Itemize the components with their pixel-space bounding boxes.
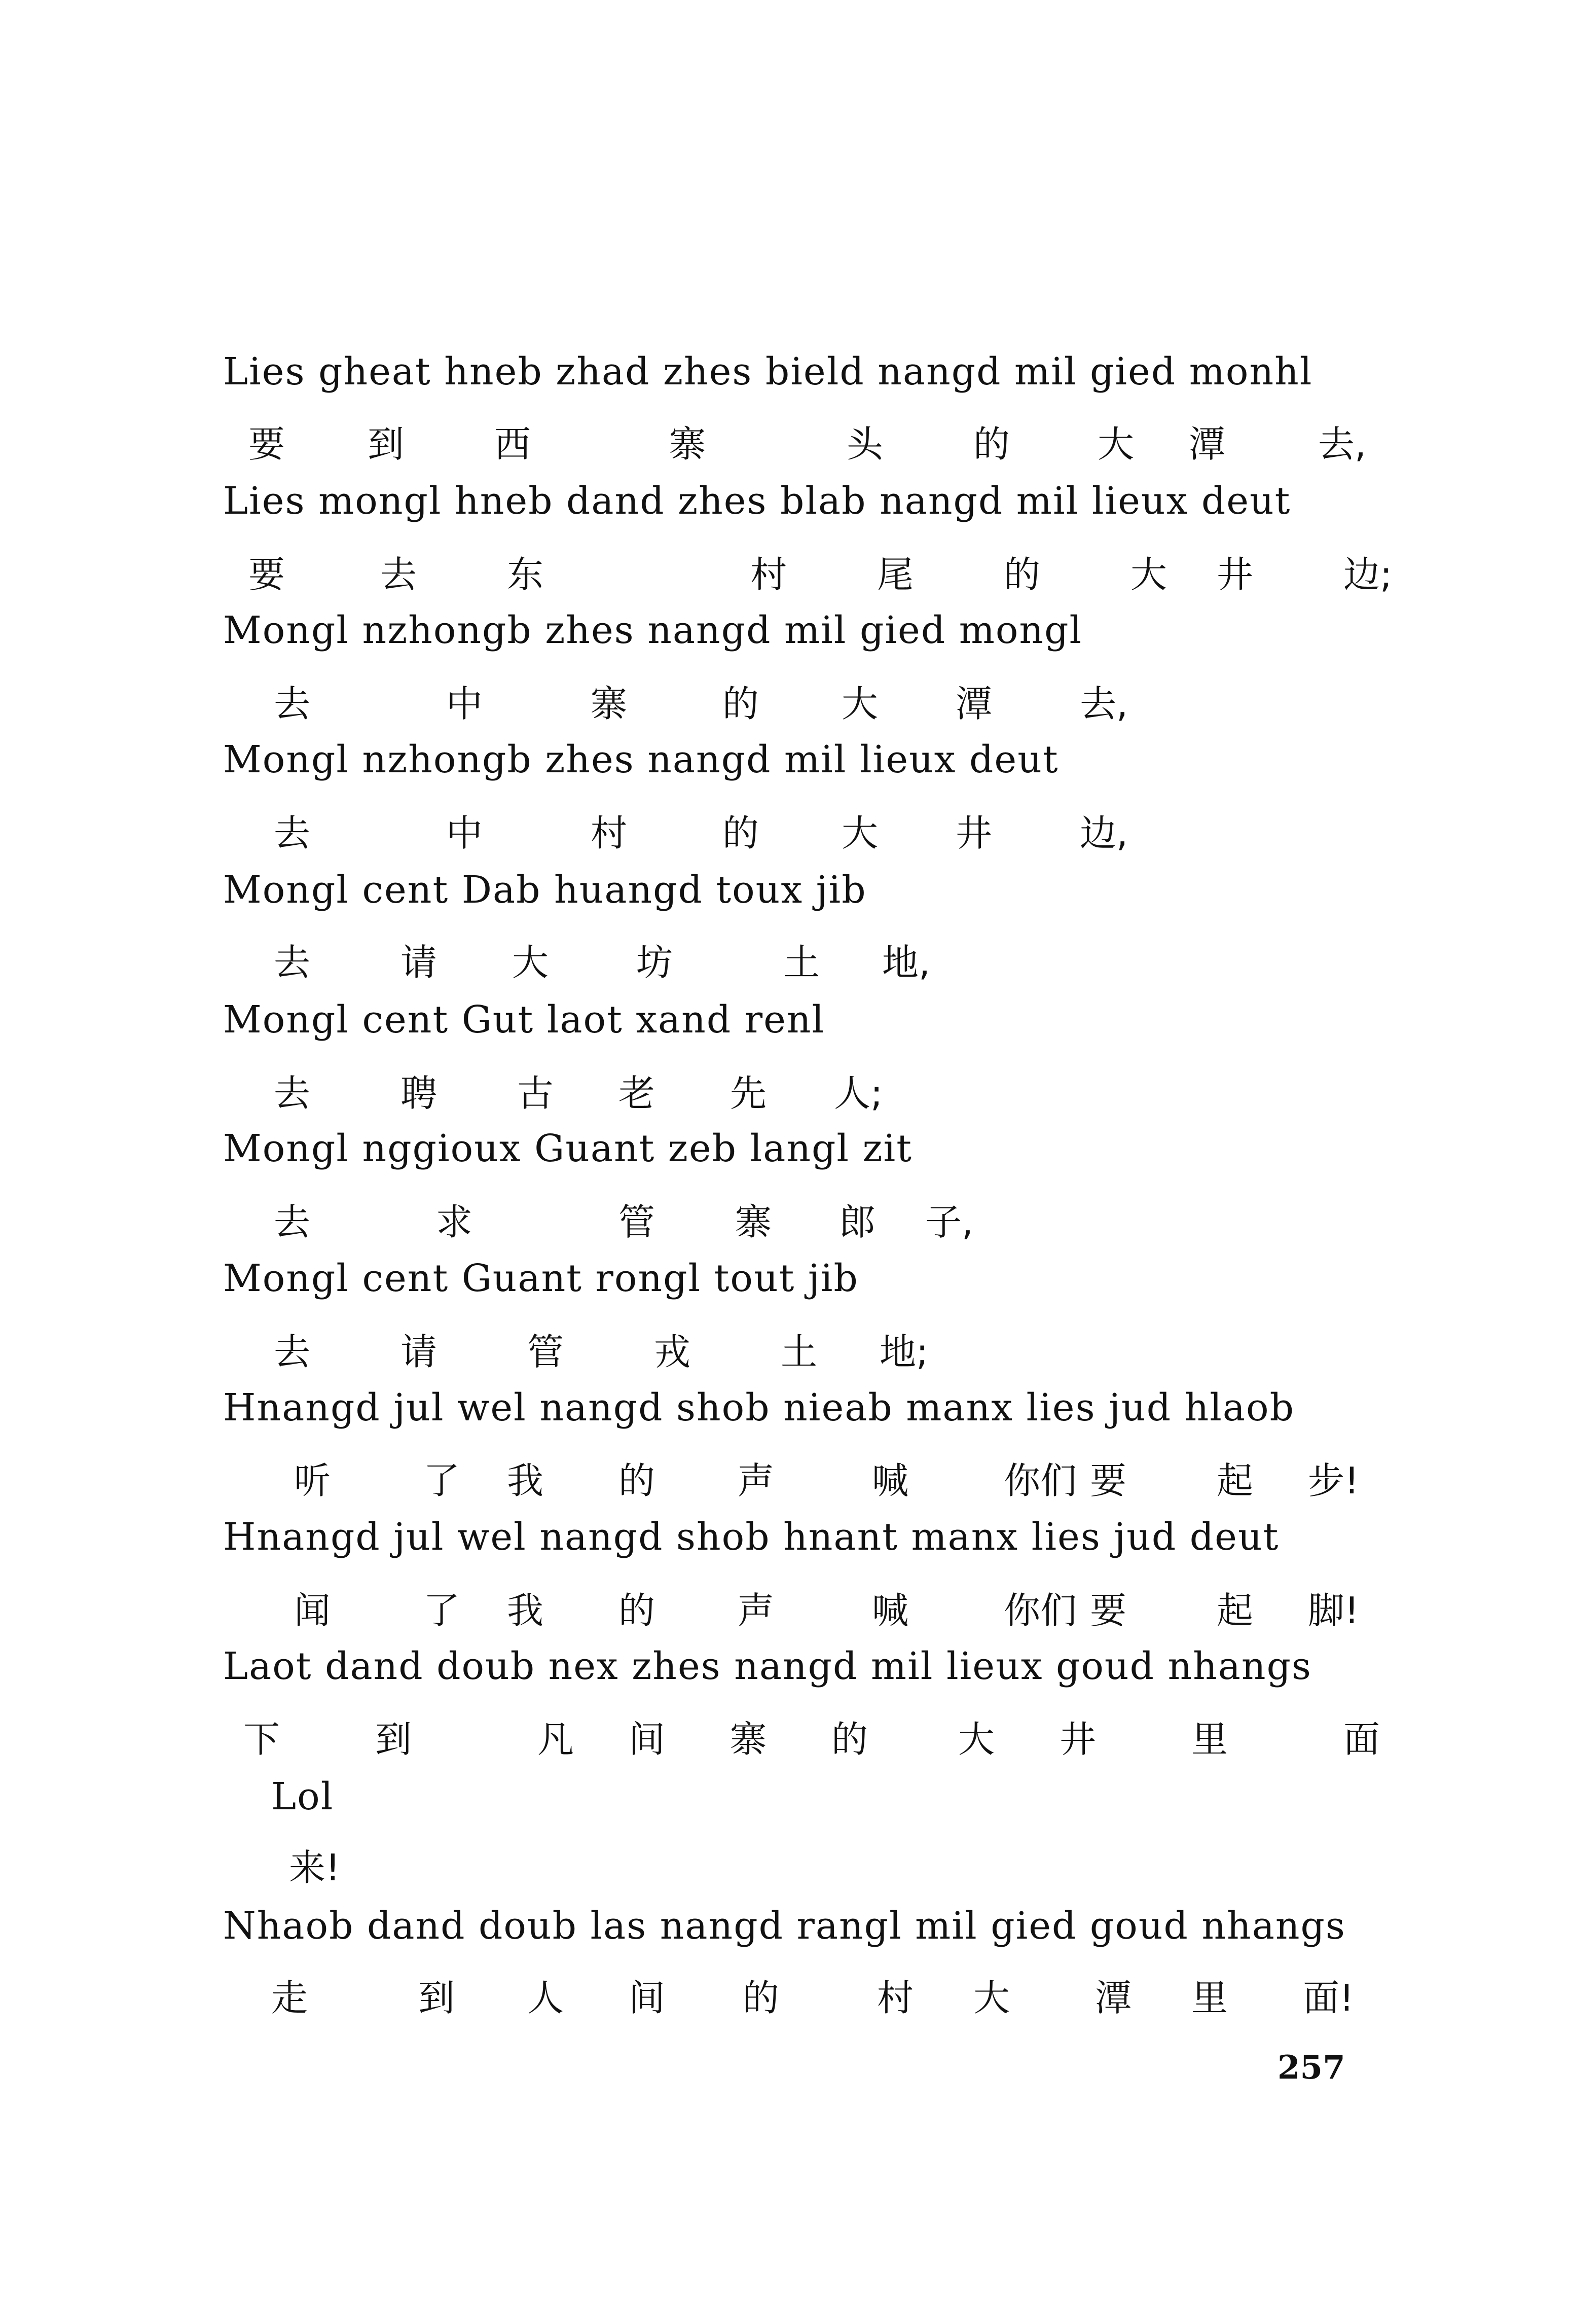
gloss-word: 了 — [423, 1589, 460, 1632]
gloss-word: 中 — [446, 812, 483, 854]
gloss-word: 的 — [1004, 553, 1041, 596]
gloss-word: 我 — [507, 1589, 544, 1632]
gloss-word: 大 — [973, 1977, 1010, 2019]
gloss-word: 的 — [618, 1459, 655, 1502]
gloss-word: 了 — [423, 1459, 460, 1502]
miao-line: Lies mongl hneb dand zhes blab nangd mil lieux deut — [223, 479, 1291, 523]
gloss-word: 中 — [446, 683, 483, 725]
gloss-word: 喊 — [872, 1459, 909, 1502]
gloss-word: 人; — [834, 1072, 883, 1115]
gloss-word: 起 — [1217, 1459, 1254, 1502]
gloss-word: 去, — [1318, 423, 1366, 466]
gloss-word: 人 — [527, 1977, 564, 2019]
gloss-word: 步! — [1308, 1459, 1359, 1502]
gloss-word: 到 — [375, 1718, 412, 1761]
gloss-word: 的 — [618, 1589, 655, 1632]
gloss-word: 去, — [1080, 683, 1128, 725]
gloss-word: 要 — [1090, 1589, 1127, 1632]
gloss-word: 井 — [956, 812, 993, 854]
gloss-word: 间 — [629, 1977, 666, 2019]
page-number: 257 — [1278, 2049, 1345, 2087]
miao-line: Mongl cent Dab huangd toux jib — [223, 868, 867, 912]
gloss-word: 要 — [248, 553, 285, 596]
gloss-word: 声 — [738, 1459, 775, 1502]
gloss-word: 大 — [512, 941, 549, 984]
gloss-word: 坊 — [636, 941, 673, 984]
miao-line: Mongl nggioux Guant zeb langl zit — [223, 1127, 913, 1170]
gloss-word: 村 — [750, 553, 787, 596]
gloss-word: 脚! — [1308, 1589, 1359, 1632]
gloss-word: 喊 — [872, 1589, 909, 1632]
miao-line: Lies gheat hneb zhad zhes bield nangd mil gied monhl — [223, 350, 1313, 394]
gloss-word: 去 — [274, 1072, 311, 1115]
miao-line: Hnangd jul wel nangd shob hnant manx lies jud deut — [223, 1515, 1280, 1559]
gloss-word: 的 — [722, 812, 759, 854]
gloss-word: 井 — [1217, 553, 1254, 596]
gloss-word: 老 — [618, 1072, 655, 1115]
gloss-word: 大 — [1098, 423, 1135, 466]
gloss-word: 先 — [730, 1072, 767, 1115]
gloss-word: 井 — [1060, 1718, 1097, 1761]
gloss-word: 边; — [1343, 553, 1393, 596]
gloss-word: 间 — [629, 1718, 666, 1761]
gloss-word: 郎 — [839, 1201, 876, 1243]
gloss-word: 里 — [1191, 1977, 1228, 2019]
gloss-word: 大 — [1130, 553, 1167, 596]
miao-line: Mongl cent Guant rongl tout jib — [223, 1257, 859, 1300]
gloss-word: 你们 — [1004, 1459, 1077, 1502]
gloss-word: 寨 — [730, 1718, 767, 1761]
gloss-word: 的 — [722, 683, 759, 725]
gloss-word: 要 — [248, 423, 285, 466]
gloss-word: 东 — [507, 553, 544, 596]
miao-line: Mongl nzhongb zhes nangd mil gied mongl — [223, 609, 1083, 652]
gloss-word: 声 — [738, 1589, 775, 1632]
gloss-word: 听 — [294, 1459, 331, 1502]
miao-line: Hnangd jul wel nangd shob nieab manx lies jud hlaob — [223, 1386, 1295, 1429]
gloss-word: 戎 — [654, 1331, 691, 1373]
gloss-word: 面 — [1343, 1718, 1380, 1761]
gloss-word: 面! — [1303, 1977, 1354, 2019]
gloss-word: 请 — [400, 1331, 437, 1373]
gloss-word: 土 — [783, 941, 820, 984]
gloss-word: 地; — [880, 1331, 929, 1373]
gloss-word: 的 — [973, 423, 1010, 466]
gloss-word: 请 — [400, 941, 437, 984]
gloss-word: 大 — [842, 812, 879, 854]
gloss-word: 子, — [925, 1201, 973, 1243]
gloss-word: 寨 — [735, 1201, 772, 1243]
gloss-word: 大 — [842, 683, 879, 725]
gloss-word: 西 — [494, 423, 531, 466]
gloss-word: 潭 — [1095, 1977, 1132, 2019]
miao-line: Nhaob dand doub las nangd rangl mil gied goud nhangs — [223, 1904, 1346, 1948]
gloss-word: 我 — [507, 1459, 544, 1502]
gloss-word: 边, — [1080, 812, 1128, 854]
gloss-word: 来! — [289, 1846, 340, 1889]
gloss-word: 到 — [418, 1977, 455, 2019]
gloss-word: 头 — [847, 423, 884, 466]
gloss-word: 去 — [274, 812, 311, 854]
gloss-word: 土 — [781, 1331, 818, 1373]
gloss-word: 寨 — [669, 423, 706, 466]
gloss-word: 去 — [274, 1331, 311, 1373]
gloss-word: 管 — [618, 1201, 655, 1243]
gloss-word: 求 — [436, 1201, 473, 1243]
gloss-word: 大 — [958, 1718, 995, 1761]
gloss-word: 尾 — [877, 553, 914, 596]
gloss-word: 的 — [743, 1977, 780, 2019]
gloss-word: 凡 — [537, 1718, 574, 1761]
miao-line: Lol — [271, 1775, 334, 1818]
gloss-word: 村 — [877, 1977, 914, 2019]
gloss-word: 聘 — [400, 1072, 437, 1115]
miao-line: Mongl cent Gut laot xand renl — [223, 998, 825, 1042]
gloss-word: 要 — [1090, 1459, 1127, 1502]
gloss-word: 下 — [243, 1718, 280, 1761]
gloss-word: 去 — [274, 1201, 311, 1243]
miao-line: Mongl nzhongb zhes nangd mil lieux deut — [223, 738, 1059, 781]
gloss-word: 起 — [1217, 1589, 1254, 1632]
gloss-word: 闻 — [294, 1589, 331, 1632]
gloss-word: 去 — [274, 941, 311, 984]
gloss-word: 去 — [380, 553, 417, 596]
gloss-word: 去 — [274, 683, 311, 725]
gloss-word: 里 — [1191, 1718, 1228, 1761]
gloss-word: 村 — [591, 812, 628, 854]
miao-line: Laot dand doub nex zhes nangd mil lieux goud nhangs — [223, 1644, 1312, 1688]
gloss-word: 你们 — [1004, 1589, 1077, 1632]
gloss-word: 潭 — [1189, 423, 1226, 466]
gloss-word: 的 — [831, 1718, 868, 1761]
gloss-word: 古 — [517, 1072, 554, 1115]
gloss-word: 走 — [271, 1977, 308, 2019]
gloss-word: 到 — [368, 423, 405, 466]
gloss-word: 潭 — [956, 683, 993, 725]
gloss-word: 管 — [527, 1331, 564, 1373]
gloss-word: 地, — [882, 941, 930, 984]
gloss-word: 寨 — [591, 683, 628, 725]
